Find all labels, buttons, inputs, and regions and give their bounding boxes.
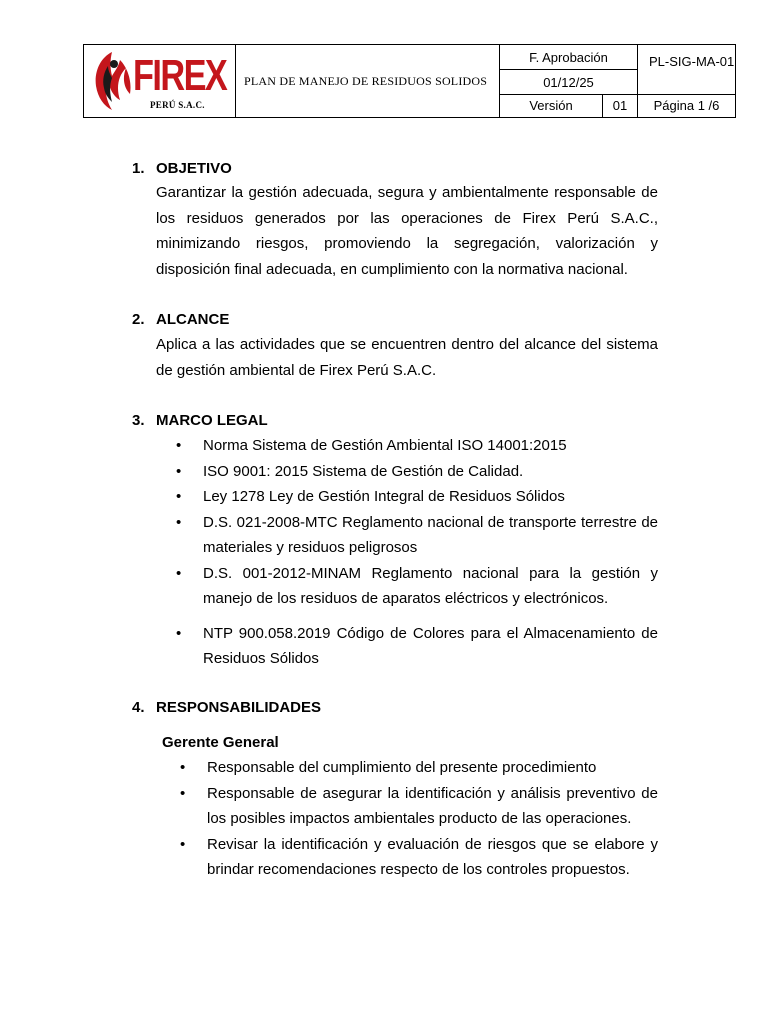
approval-date: 01/12/25 <box>500 70 638 95</box>
logo-wordmark: FIREX <box>133 51 227 100</box>
doc-title: PLAN DE MANEJO DE RESIDUOS SOLIDOS <box>236 45 500 117</box>
marco-legal-list <box>176 433 658 672</box>
list-item: • Responsable del cumplimiento del presente procedimiento <box>180 755 658 781</box>
section-number: 2. <box>132 311 145 328</box>
list-item: • D.S. 021-2008-MTC Reglamento nacional de transporte terrestre de materiales y residuos peligrosos <box>176 510 658 561</box>
section-title: OBJETIVO <box>156 160 232 177</box>
firex-logo <box>92 48 232 114</box>
role-heading: Gerente General <box>162 734 279 751</box>
section-number: 3. <box>132 412 145 429</box>
logo-subtext: PERÚ S.A.C. <box>150 100 205 110</box>
section-number: 4. <box>132 699 145 716</box>
approval-label: F. Aprobación <box>500 45 638 70</box>
document-header <box>83 44 736 118</box>
logo-cell <box>84 45 236 117</box>
section-heading-alcance <box>132 311 229 328</box>
section-title: ALCANCE <box>156 311 230 328</box>
responsabilidades-list <box>180 755 658 883</box>
objetivo-text: Garantizar la gestión adecuada, segura y ambientalmente responsable de los residuos generados por las operaciones de Firex Perú S.A.C., minimizando riesgos, promoviendo la segregación, valorización y disposición final adecuada, en cumplimiento con la normativa nacional. <box>156 184 658 278</box>
list-item: • D.S. 001-2012-MINAM Reglamento nacional para la gestión y manejo de los residuos de aparatos eléctricos y electrónicos. <box>176 561 658 612</box>
version-label: Versión <box>500 95 603 117</box>
alcance-text: Aplica a las actividades que se encuentren dentro del alcance del sistema de gestión ambiental de Firex Perú S.A.C. <box>156 336 658 379</box>
list-item: • Ley 1278 Ley de Gestión Integral de Residuos Sólidos <box>176 484 658 510</box>
list-item: • NTP 900.058.2019 Código de Colores para el Almacenamiento de Residuos Sólidos <box>176 621 658 672</box>
list-item: • Responsable de asegurar la identificación y análisis preventivo de los posibles impactos ambientales producto de las operaciones. <box>180 781 658 832</box>
flame-figure-icon <box>92 48 136 114</box>
page-number: Página 1 /6 <box>653 98 720 113</box>
section-heading-responsabilidades <box>132 699 321 716</box>
section-title: MARCO LEGAL <box>156 412 268 429</box>
section-title: RESPONSABILIDADES <box>156 699 322 716</box>
version-number: 01 <box>603 95 638 117</box>
section-heading-marco-legal <box>132 412 268 429</box>
list-item: • ISO 9001: 2015 Sistema de Gestión de Calidad. <box>176 459 658 485</box>
doc-code: PL-SIG-MA-01 <box>638 45 735 95</box>
section-number: 1. <box>132 160 145 177</box>
list-item: • Norma Sistema de Gestión Ambiental ISO 14001:2015 <box>176 433 658 459</box>
section-heading-objetivo <box>132 160 232 177</box>
list-item: • Revisar la identificación y evaluación de riesgos que se elabore y brindar recomendaciones respecto de los controles propuestos. <box>180 832 658 883</box>
